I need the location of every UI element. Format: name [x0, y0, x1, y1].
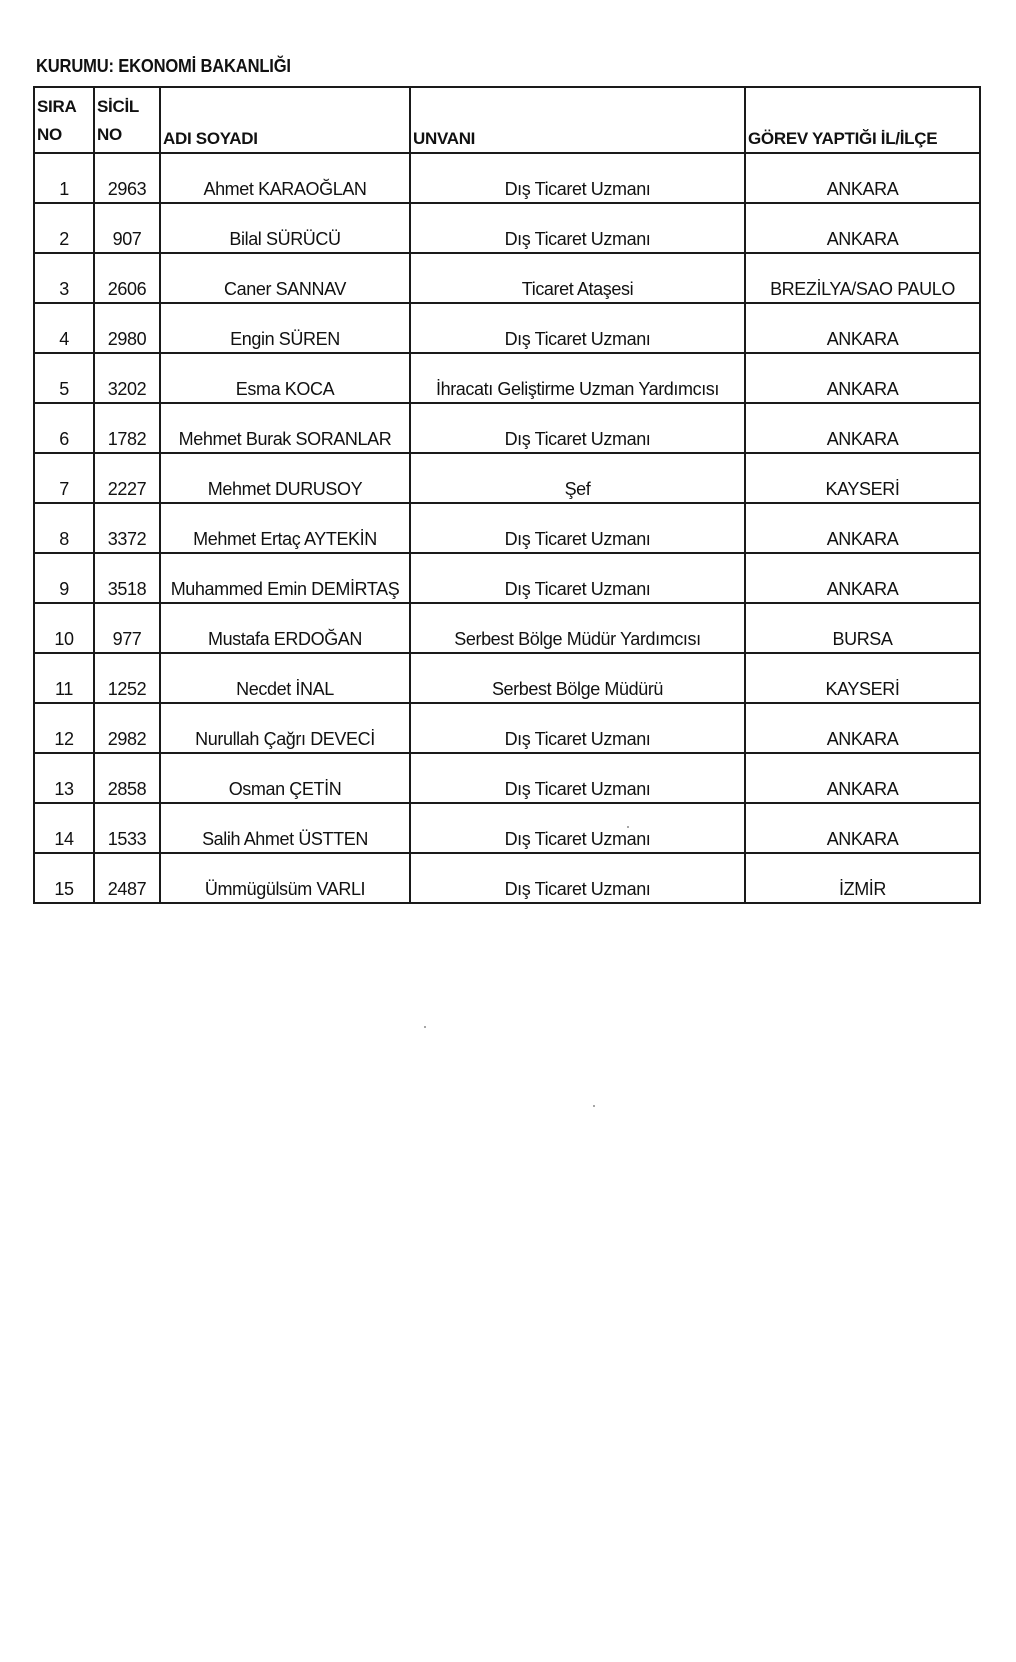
header-sira-no: [34, 87, 94, 153]
cell-sira: 3: [34, 253, 94, 303]
cell-sicil: 2227: [94, 453, 160, 503]
cell-sicil: 3518: [94, 553, 160, 603]
cell-sira: 2: [34, 203, 94, 253]
cell-title: Dış Ticaret Uzmanı: [410, 803, 745, 853]
table-row: [34, 803, 980, 853]
scan-speck: [627, 826, 629, 828]
cell-place: ANKARA: [745, 353, 980, 403]
cell-title: Dış Ticaret Uzmanı: [410, 553, 745, 603]
cell-sicil: 977: [94, 603, 160, 653]
cell-title: Dış Ticaret Uzmanı: [410, 853, 745, 903]
cell-title: İhracatı Geliştirme Uzman Yardımcısı: [410, 353, 745, 403]
header-sicil-line1: SİCİL: [97, 97, 139, 116]
cell-sira: 13: [34, 753, 94, 803]
table-row: [34, 253, 980, 303]
scan-speck: [424, 1026, 426, 1028]
cell-name: Ümmügülsüm VARLI: [160, 853, 410, 903]
cell-place: ANKARA: [745, 503, 980, 553]
header-gorev-yeri: GÖREV YAPTIĞI İL/İLÇE: [745, 87, 980, 153]
cell-sira: 5: [34, 353, 94, 403]
cell-name: Necdet İNAL: [160, 653, 410, 703]
personnel-table: [33, 86, 981, 904]
table-row: [34, 603, 980, 653]
header-adi-soyadi: ADI SOYADI: [160, 87, 410, 153]
cell-sicil: 1782: [94, 403, 160, 453]
table-row: [34, 303, 980, 353]
cell-name: Engin SÜREN: [160, 303, 410, 353]
cell-title: Dış Ticaret Uzmanı: [410, 503, 745, 553]
institution-heading: KURUMU: EKONOMİ BAKANLIĞI: [36, 56, 291, 76]
header-unvani: UNVANI: [410, 87, 745, 153]
table-body: [34, 153, 980, 903]
header-sicil-line2: NO: [97, 125, 122, 144]
cell-title: Şef: [410, 453, 745, 503]
cell-place: ANKARA: [745, 753, 980, 803]
cell-sira: 6: [34, 403, 94, 453]
cell-name: Bilal SÜRÜCÜ: [160, 203, 410, 253]
cell-sira: 11: [34, 653, 94, 703]
cell-place: ANKARA: [745, 553, 980, 603]
cell-sicil: 1252: [94, 653, 160, 703]
cell-sira: 15: [34, 853, 94, 903]
cell-place: ANKARA: [745, 203, 980, 253]
cell-title: Serbest Bölge Müdür Yardımcısı: [410, 603, 745, 653]
cell-sira: 14: [34, 803, 94, 853]
cell-title: Ticaret Ataşesi: [410, 253, 745, 303]
cell-title: Dış Ticaret Uzmanı: [410, 203, 745, 253]
cell-name: Mehmet Ertaç AYTEKİN: [160, 503, 410, 553]
cell-place: ANKARA: [745, 403, 980, 453]
cell-sira: 8: [34, 503, 94, 553]
table-row: [34, 153, 980, 203]
cell-title: Dış Ticaret Uzmanı: [410, 753, 745, 803]
cell-sicil: 2487: [94, 853, 160, 903]
cell-name: Mustafa ERDOĞAN: [160, 603, 410, 653]
cell-name: Muhammed Emin DEMİRTAŞ: [160, 553, 410, 603]
cell-place: BURSA: [745, 603, 980, 653]
cell-name: Salih Ahmet ÜSTTEN: [160, 803, 410, 853]
cell-place: ANKARA: [745, 153, 980, 203]
cell-place: KAYSERİ: [745, 453, 980, 503]
cell-title: Dış Ticaret Uzmanı: [410, 403, 745, 453]
cell-place: ANKARA: [745, 303, 980, 353]
cell-sira: 10: [34, 603, 94, 653]
cell-sicil: 2980: [94, 303, 160, 353]
cell-name: Osman ÇETİN: [160, 753, 410, 803]
scan-speck: [593, 1105, 595, 1107]
cell-place: ANKARA: [745, 803, 980, 853]
cell-title: Dış Ticaret Uzmanı: [410, 153, 745, 203]
cell-place: İZMİR: [745, 853, 980, 903]
cell-sicil: 2982: [94, 703, 160, 753]
header-row: [34, 87, 980, 153]
cell-sicil: 907: [94, 203, 160, 253]
cell-name: Mehmet DURUSOY: [160, 453, 410, 503]
cell-sicil: 3372: [94, 503, 160, 553]
cell-title: Serbest Bölge Müdürü: [410, 653, 745, 703]
cell-name: Ahmet KARAOĞLAN: [160, 153, 410, 203]
cell-sira: 12: [34, 703, 94, 753]
cell-place: ANKARA: [745, 703, 980, 753]
table-row: [34, 453, 980, 503]
header-sicil-no: [94, 87, 160, 153]
table-row: [34, 553, 980, 603]
cell-sicil: 1533: [94, 803, 160, 853]
table-header: [34, 87, 980, 153]
cell-name: Caner SANNAV: [160, 253, 410, 303]
table-row: [34, 503, 980, 553]
table-row: [34, 853, 980, 903]
cell-name: Mehmet Burak SORANLAR: [160, 403, 410, 453]
cell-place: KAYSERİ: [745, 653, 980, 703]
table-row: [34, 203, 980, 253]
table-row: [34, 703, 980, 753]
cell-sira: 1: [34, 153, 94, 203]
cell-sicil: 3202: [94, 353, 160, 403]
cell-sicil: 2963: [94, 153, 160, 203]
cell-sicil: 2606: [94, 253, 160, 303]
table-row: [34, 753, 980, 803]
cell-place: BREZİLYA/SAO PAULO: [745, 253, 980, 303]
cell-name: Nurullah Çağrı DEVECİ: [160, 703, 410, 753]
table-row: [34, 653, 980, 703]
cell-title: Dış Ticaret Uzmanı: [410, 303, 745, 353]
cell-sira: 9: [34, 553, 94, 603]
table-row: [34, 403, 980, 453]
header-sira-line1: SIRA: [37, 97, 77, 116]
header-sira-line2: NO: [37, 125, 62, 144]
cell-sicil: 2858: [94, 753, 160, 803]
cell-sira: 4: [34, 303, 94, 353]
cell-title: Dış Ticaret Uzmanı: [410, 703, 745, 753]
cell-sira: 7: [34, 453, 94, 503]
cell-name: Esma KOCA: [160, 353, 410, 403]
table-row: [34, 353, 980, 403]
